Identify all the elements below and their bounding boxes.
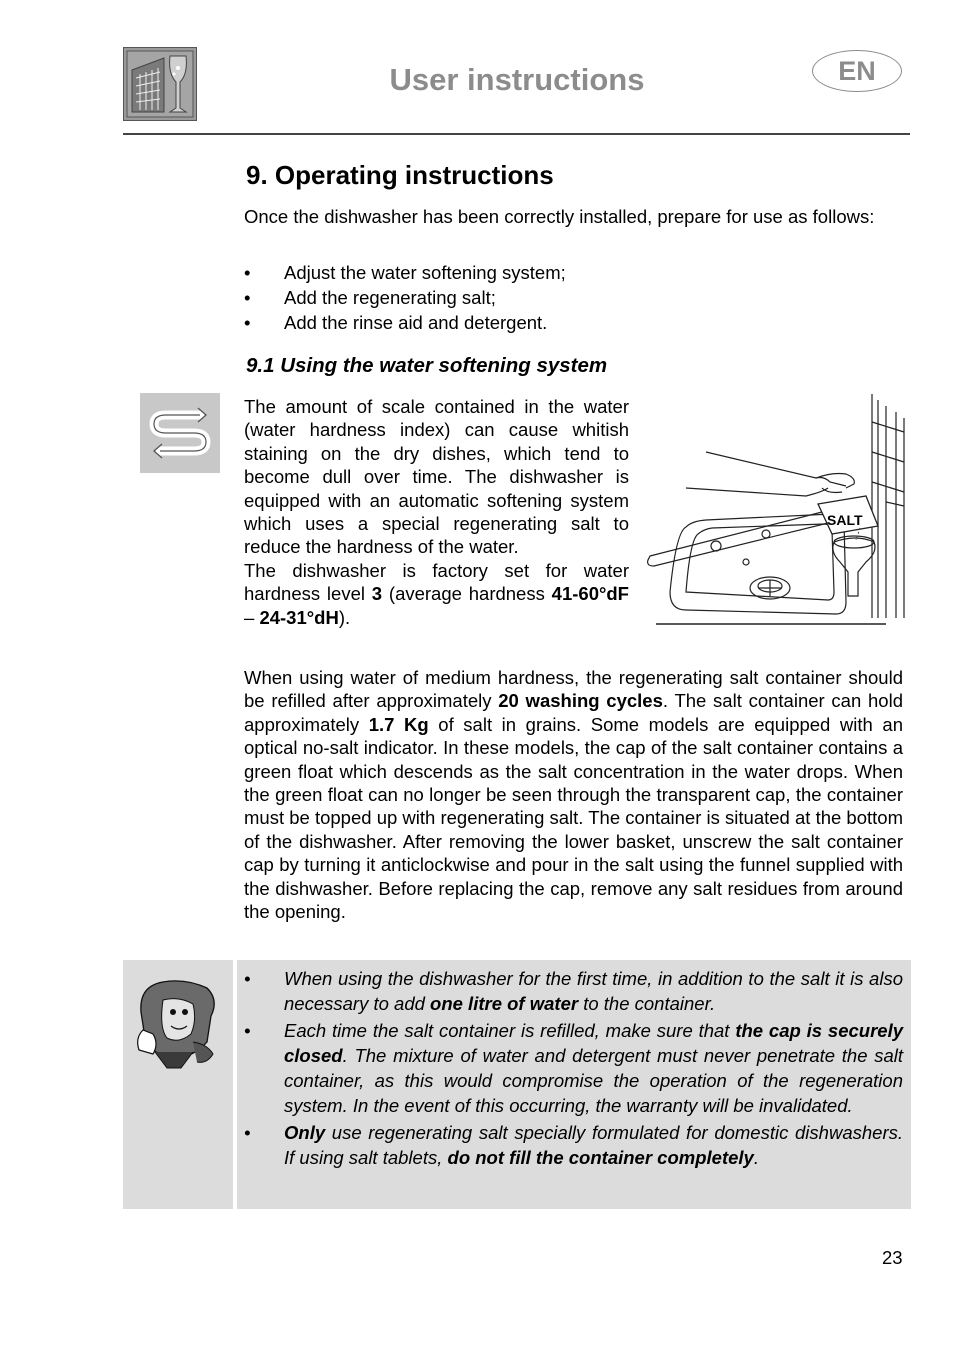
language-badge: EN <box>812 50 902 92</box>
salt-notes-list <box>244 966 903 1170</box>
section-title: 9. Operating instructions <box>246 160 554 190</box>
list-item: • Adjust the water softening system; <box>244 260 903 285</box>
container-capacity: 1.7 Kg <box>368 713 429 735</box>
softener-description: The amount of scale contained in the water (water hardness index) can cause whitish staining on the dry dishes, which tend to become dull over time. The dishwasher is equipped with an automatic softening system which uses a special regenerating salt to reduce the hardness of the water. The dishwasher is factory set for water hardness level 3 (average hardness 41-60°dF – 24-31°dH). <box>244 396 629 628</box>
page-number: 23 <box>882 1247 903 1268</box>
header-divider <box>123 133 910 135</box>
section-intro: Once the dishwasher has been correctly installed, prepare for use as follows: <box>244 206 875 227</box>
subsection-title: 9.1 Using the water softening system <box>246 354 608 377</box>
salt-filling-illustration <box>646 392 906 628</box>
list-item: • Add the regenerating salt; <box>244 285 903 310</box>
hardness-level: 3 <box>371 583 383 605</box>
list-item: • When using the dishwasher for the first time, in addition to the salt it is also necessary to add one litre of water to the container. <box>244 966 903 1016</box>
list-item: • Each time the salt container is refilled, make sure that the cap is securely closed. The mixture of water and detergent must never penetrate the salt container, as this would compromise the operation of the regeneration system. In the event of this occurring, the warranty will be invalidated. <box>244 1018 903 1118</box>
salt-container-description: When using water of medium hardness, the regenerating salt container should be refilled after approximately 20 washing cycles. The salt container can hold approximately 1.7 Kg of salt in grains. Some models are equipped with an optical no-salt indicator. In these models, the cap of the salt container contains a green float which descends as the salt concentration in the water drops. When the green float can no longer be seen through the transparent cap, the container must be topped up with regenerating salt. The container is situated at the bottom of the dishwasher. After removing the lower basket, unscrew the salt container cap by turning it anticlockwise and pour in the salt using the funnel supplied with the dishwasher. Before replacing the cap, remove any salt residues from around the opening. <box>244 667 903 923</box>
water-softener-icon <box>140 393 220 473</box>
note-icon-panel <box>123 960 233 1209</box>
page-header-title: User instructions <box>389 62 645 97</box>
list-item: • Only use regenerating salt specially formulated for domestic dishwashers. If using salt tablets, do not fill the container completely. <box>244 1120 903 1170</box>
svg-text:SALT: SALT <box>827 512 863 528</box>
refill-cycles: 20 washing cycles <box>498 690 663 712</box>
list-item: • Add the rinse aid and detergent. <box>244 310 903 335</box>
mascot-warning-icon <box>123 972 233 1072</box>
setup-steps-list <box>244 260 903 335</box>
